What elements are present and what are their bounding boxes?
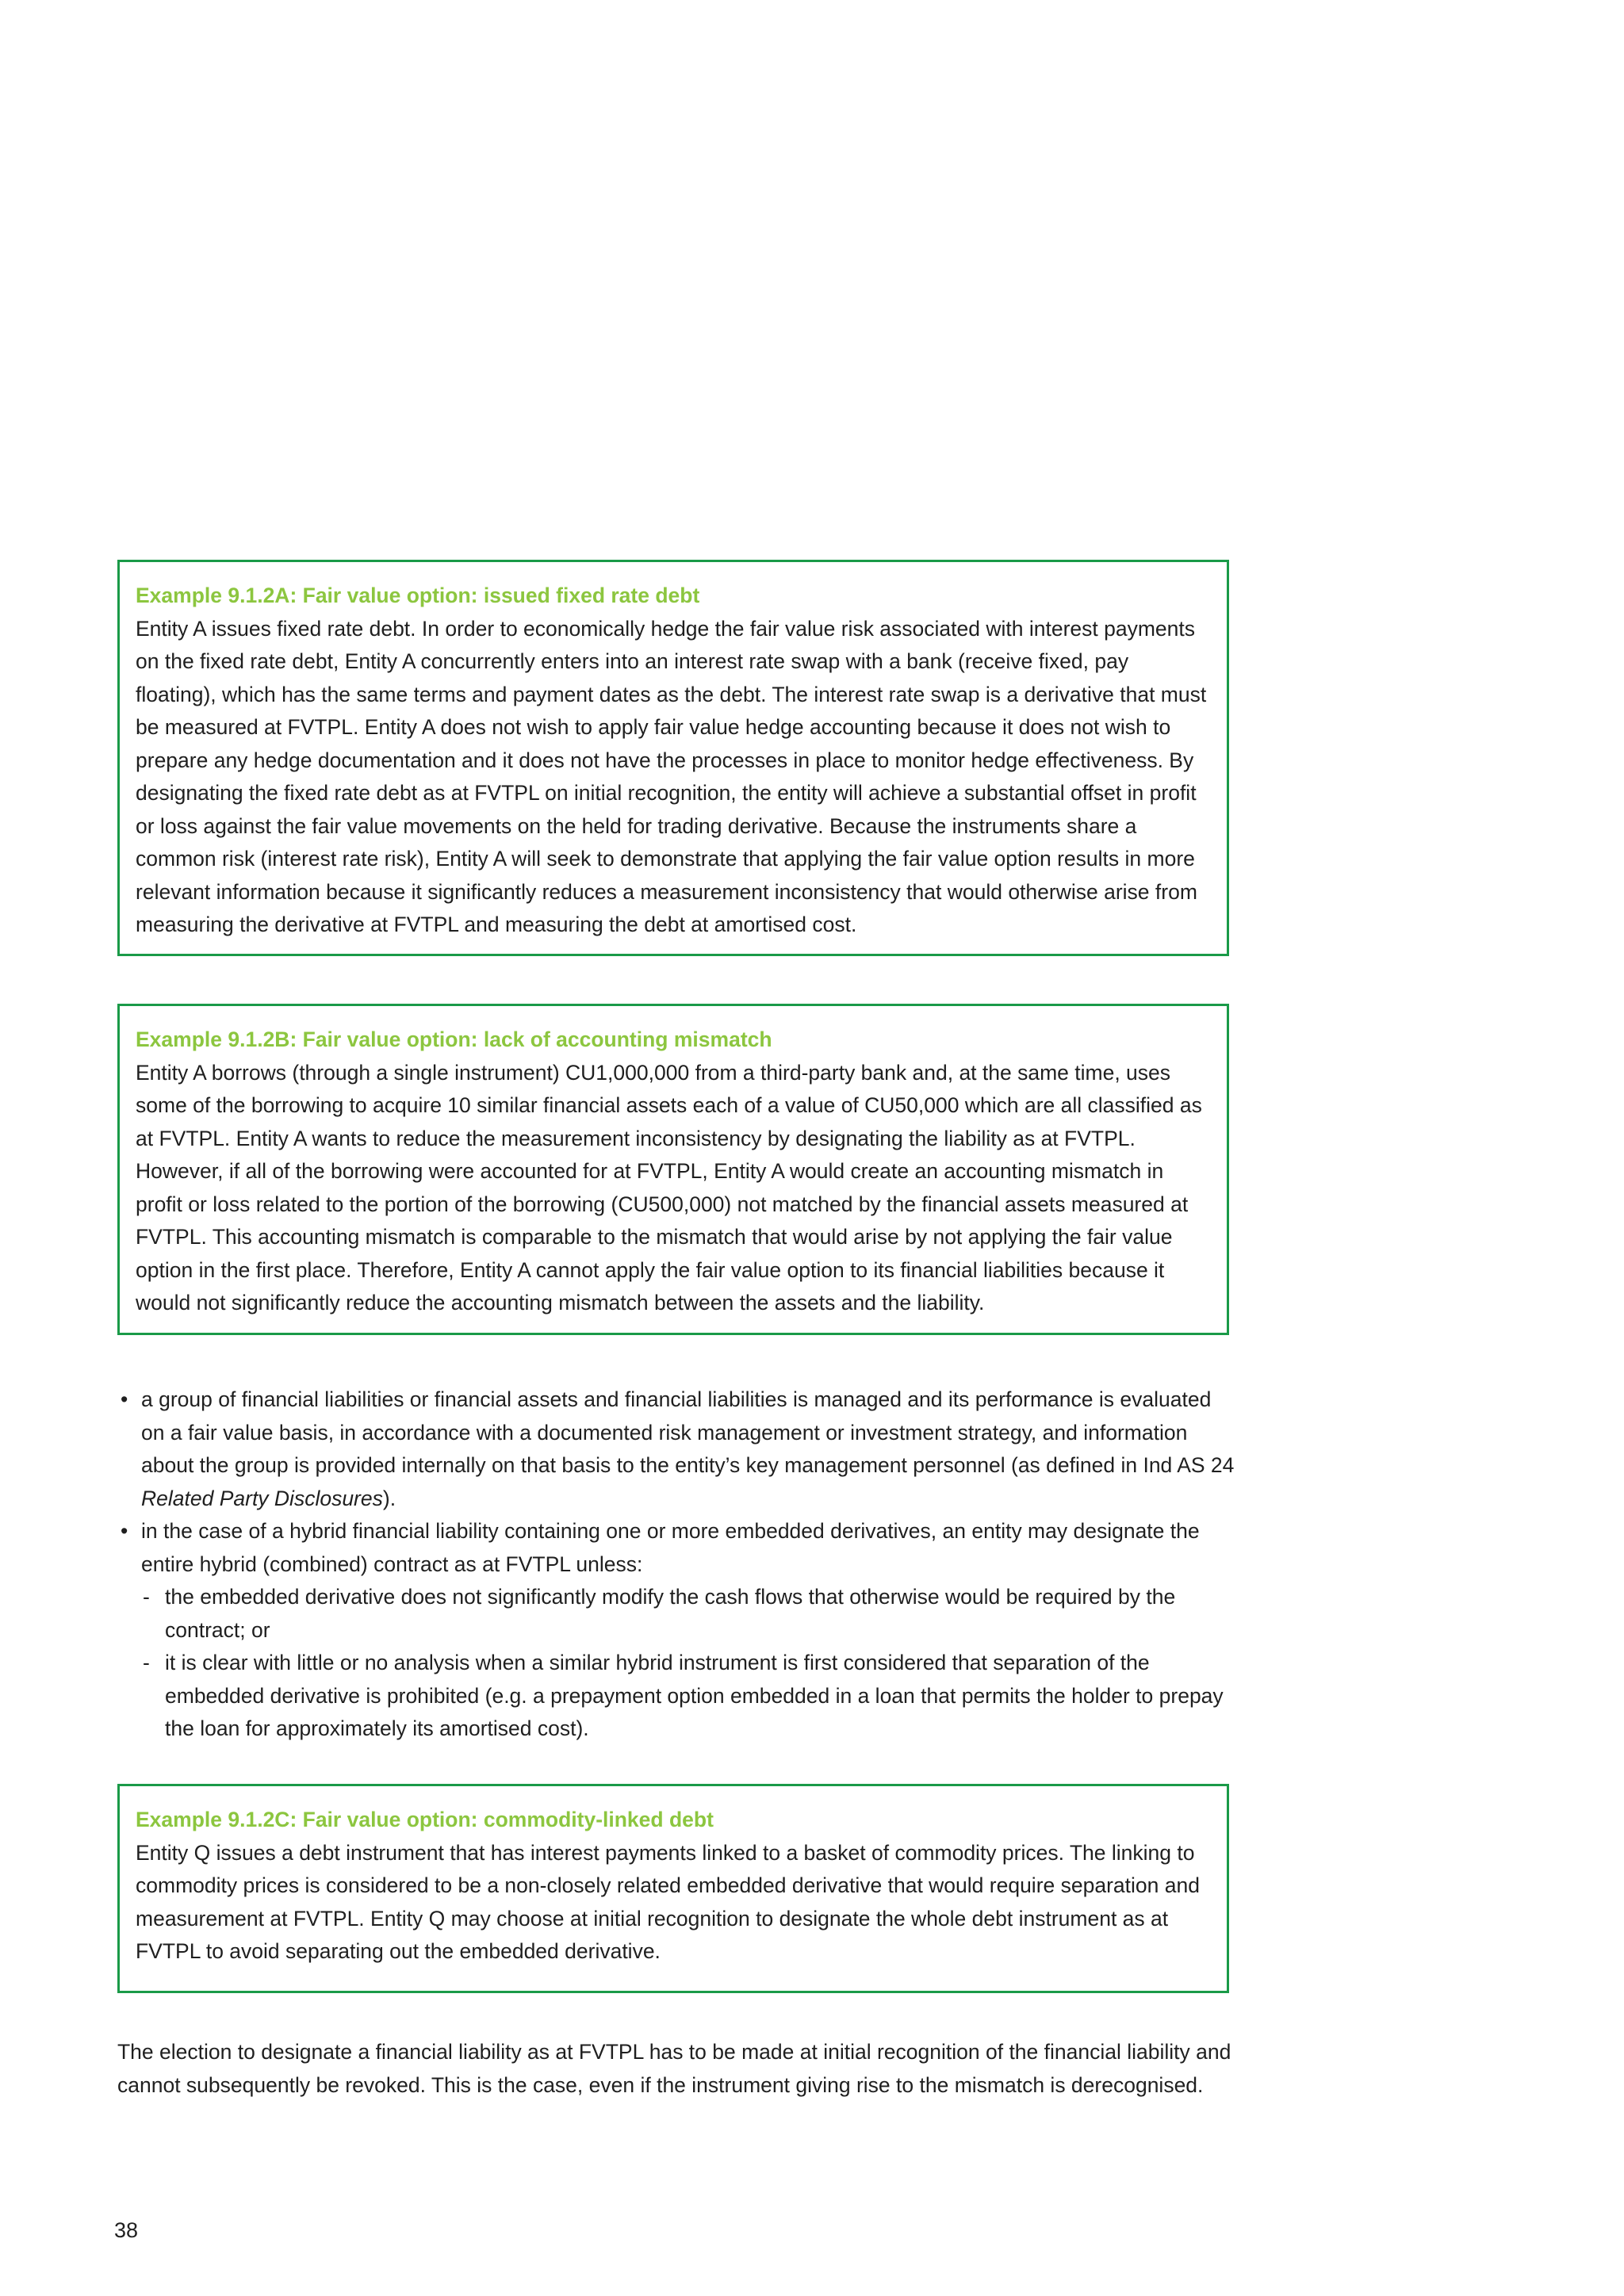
example-title: Example 9.1.2C: Fair value option: commodity-linked debt [136,1808,714,1831]
sub-item [141,1581,1237,1647]
bullet-list [117,1383,1237,1746]
dash-marker: - [143,1651,150,1674]
bullet-item [117,1383,1237,1515]
sub-item [141,1647,1237,1746]
sub-list [141,1581,1237,1746]
example-title: Example 9.1.2A: Fair value option: issued fixed rate debt [136,584,700,607]
page-number: 38 [114,2218,139,2242]
sub-item-text: it is clear with little or no analysis when a similar hybrid instrument is first considered that separation of the embedded derivative is prohibited (e.g. a prepayment option embedded in a loan that permits the holder to prepay the loan for approximately its amortised cost). [165,1651,1224,1740]
example-body: Entity Q issues a debt instrument that has interest payments linked to a basket of commodity prices. The linking to commodity prices is considered to be a non-closely related embedded derivative that would require separation and measurement at FVTPL. Entity Q may choose at initial recognition to designate the whole debt instrument as at FVTPL to avoid separating out the embedded derivative. [136,1840,1200,1963]
example-title: Example 9.1.2B: Fair value option: lack of accounting mismatch [136,1027,772,1051]
standard-title: Related Party Disclosures [141,1486,383,1510]
bullet-item [117,1515,1237,1746]
example-box-9-1-2c [117,1784,1229,1993]
bullet-text-end: ). [382,1486,396,1510]
closing-paragraph: The election to designate a financial liability as at FVTPL has to be made at initial recognition of the financial liability and cannot subsequently be revoked. This is the case, even if the instrument giving rise to the mismatch is derecognised. [117,2040,1231,2097]
bullet-text: a group of financial liabilities or financial assets and financial liabilities is managed and its performance is evaluated on a fair value basis, in accordance with a documented risk management or investment strategy, and information about the group is provided internally on that basis to the entity’s key management personnel (as defined in Ind AS 24 [141,1387,1235,1477]
dash-marker: - [143,1585,150,1609]
example-body: Entity A issues fixed rate debt. In order to economically hedge the fair value risk associated with interest payments on the fixed rate debt, Entity A concurrently enters into an interest rate swap with a bank (receive fixed, pay floating), which has the same terms and payment dates as the debt. The interest rate swap is a derivative that must be measured at FVTPL. Entity A does not wish to apply fair value hedge accounting because it does not wish to prepare any hedge documentation and it does not have the processes in place to monitor hedge effectiveness. By designating the fixed rate debt as at FVTPL on initial recognition, the entity will achieve a substantial offset in profit or loss against the fair value movements on the held for trading derivative. Because the instruments share a common risk (interest rate risk), Entity A will seek to demonstrate that applying the fair value option results in more relevant information because it significantly reduces a measurement inconsistency that would otherwise arise from measuring the derivative at FVTPL and measuring the debt at amortised cost. [136,616,1207,936]
bullet-text: in the case of a hybrid financial liability containing one or more embedded derivatives, an entity may designate the entire hybrid (combined) contract as at FVTPL unless: [141,1519,1200,1576]
bullet-marker: • [121,1519,128,1543]
example-box-9-1-2b [117,1004,1229,1335]
example-box-9-1-2a [117,560,1229,956]
bullet-marker: • [121,1387,128,1411]
sub-item-text: the embedded derivative does not significantly modify the cash flows that otherwise would be required by the contract; or [165,1585,1176,1642]
example-body: Entity A borrows (through a single instrument) CU1,000,000 from a third-party bank and, at the same time, uses some of the borrowing to acquire 10 similar financial assets each of a value of CU50,000 which are all classified as at FVTPL. Entity A wants to reduce the measurement inconsistency by designating the liability as at FVTPL. However, if all of the borrowing were accounted for at FVTPL, Entity A would create an accounting mismatch in profit or loss related to the portion of the borrowing (CU500,000) not matched by the financial assets measured at FVTPL. This accounting mismatch is comparable to the mismatch that would arise by not applying the fair value option in the first place. Therefore, Entity A cannot apply the fair value option to its financial liabilities because it would not significantly reduce the accounting mismatch between the assets and the liability. [136,1060,1202,1314]
